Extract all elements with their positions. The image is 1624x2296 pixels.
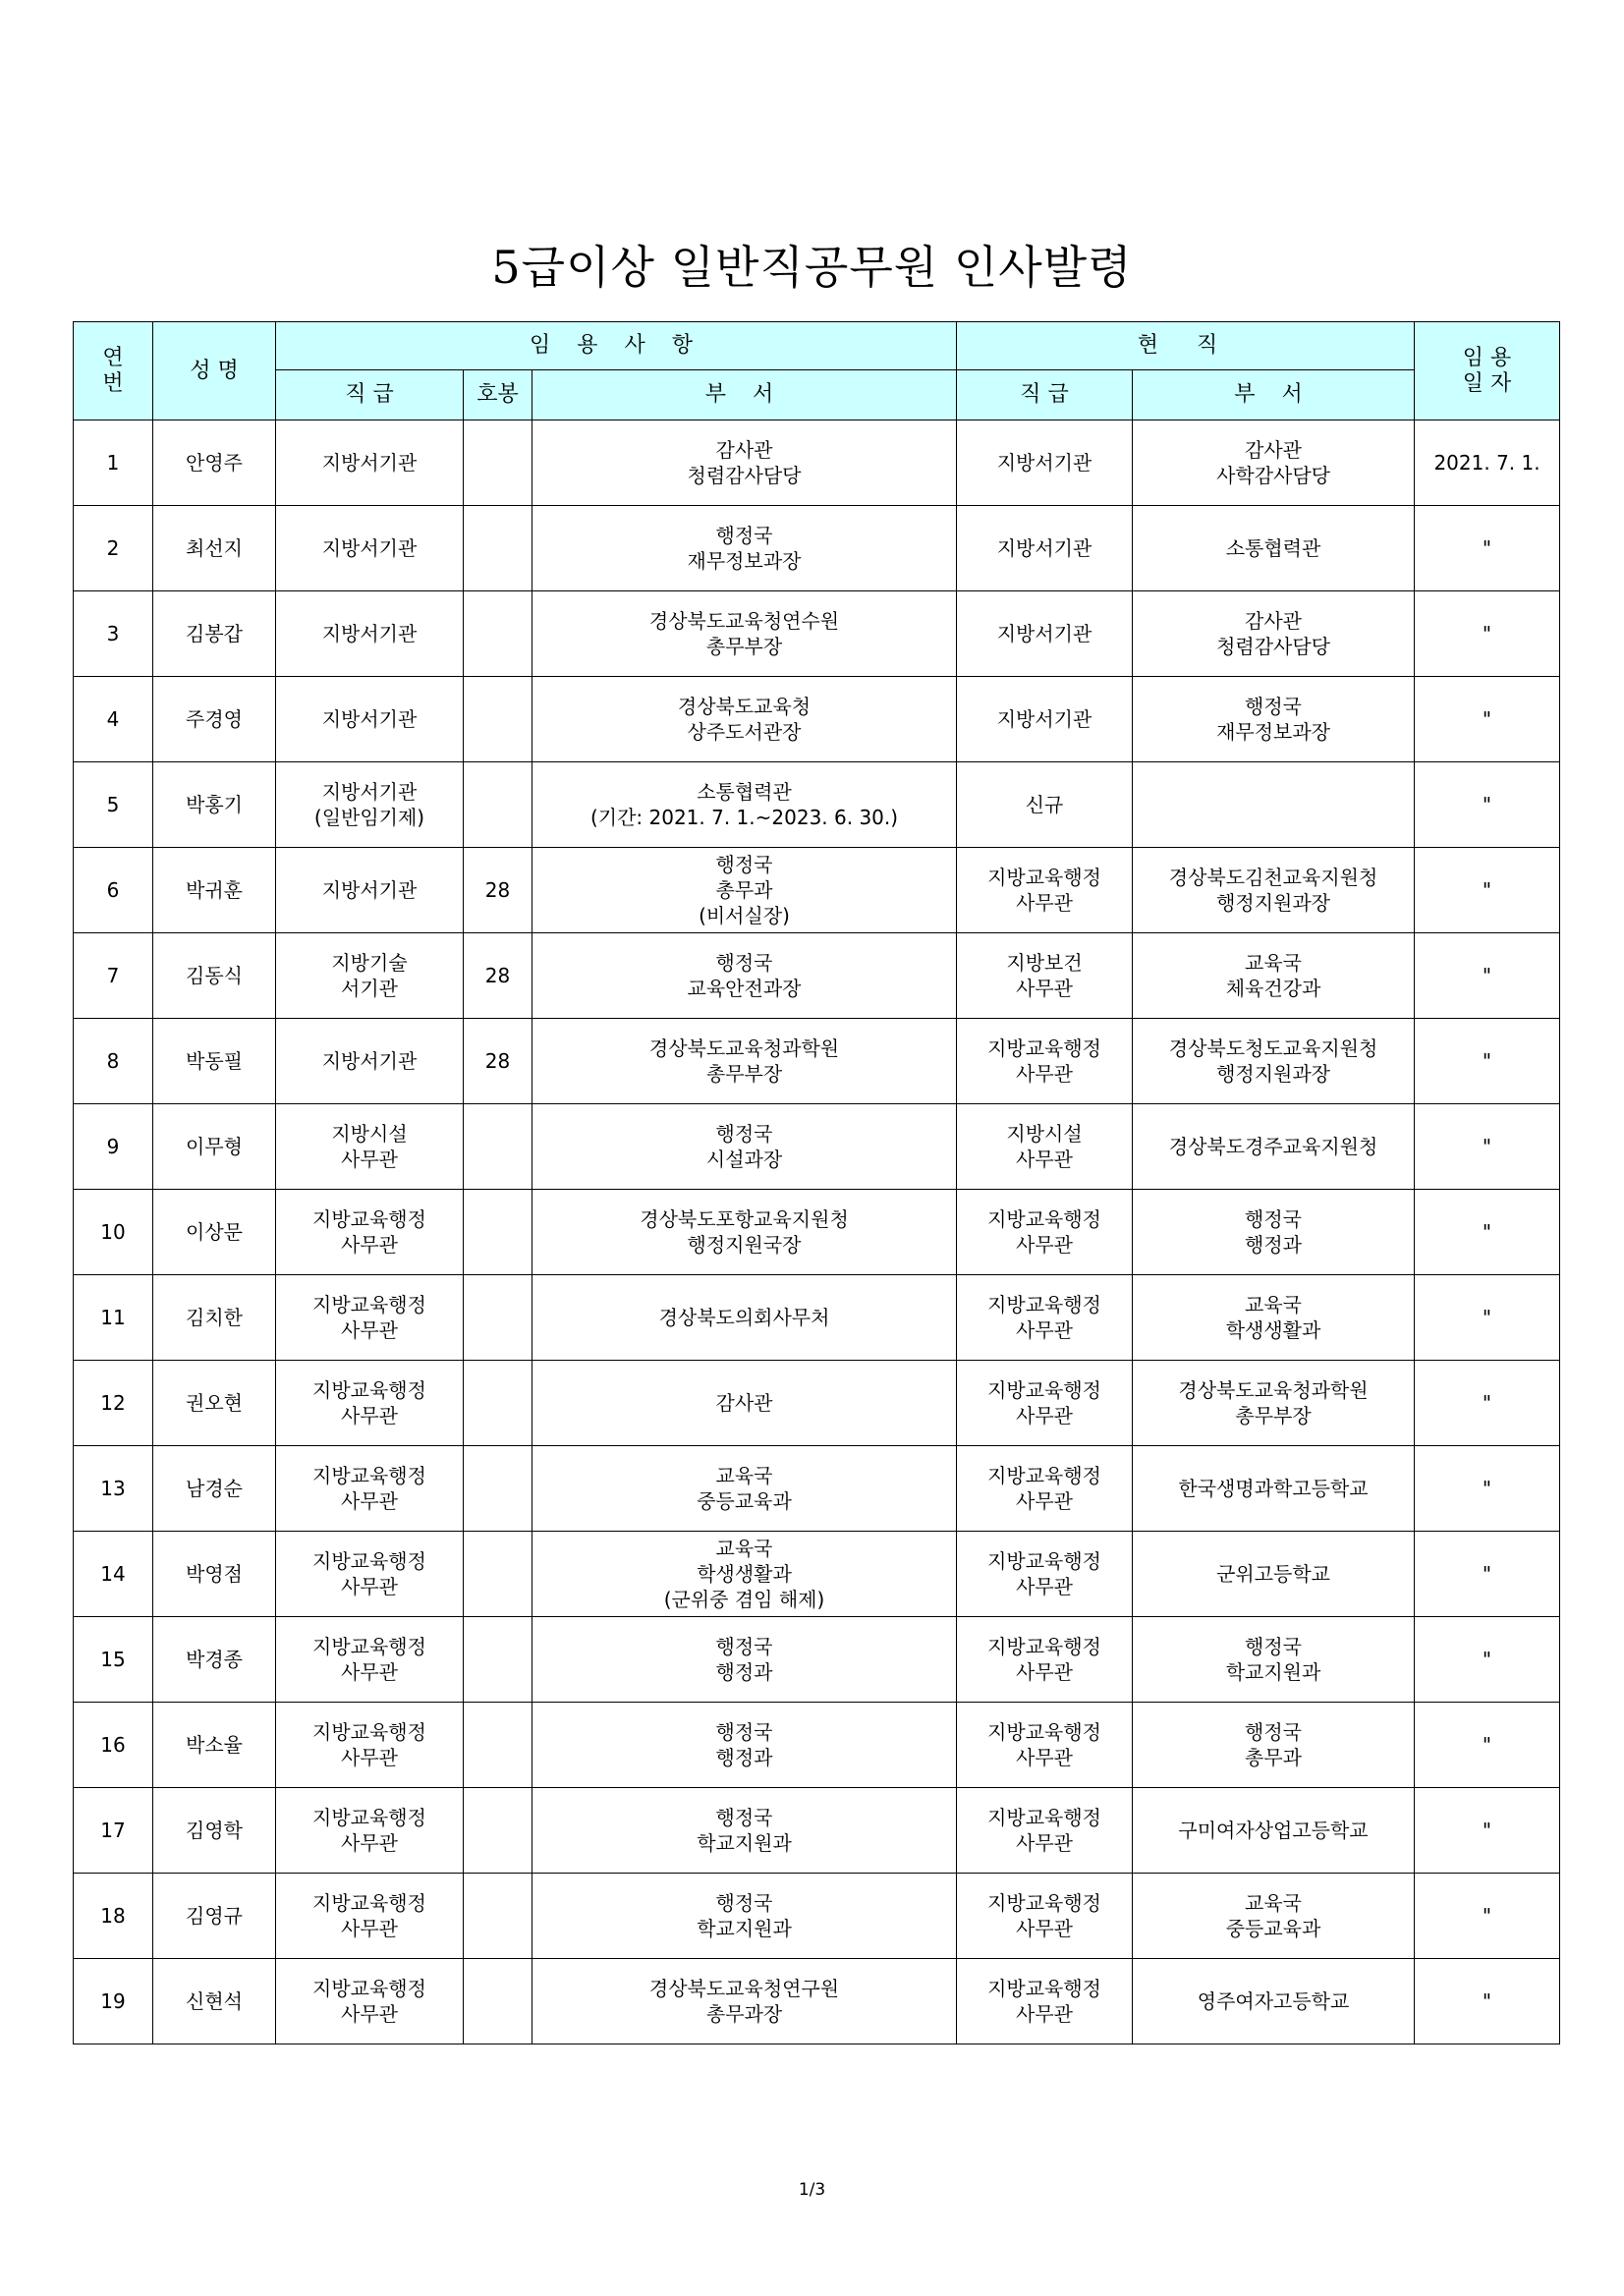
table-row <box>74 1874 1560 1959</box>
person-name: 안영주 <box>153 420 276 506</box>
person-name: 김영규 <box>153 1874 276 1959</box>
appointment-date: " <box>1415 762 1560 848</box>
page-title: 5급이상 일반직공무원 인사발령 <box>491 241 1133 294</box>
current-dept: 군위고등학교 <box>1133 1532 1415 1617</box>
person-name: 김영학 <box>153 1788 276 1874</box>
person-name: 이상문 <box>153 1190 276 1275</box>
row-number: 1 <box>74 420 153 506</box>
table-row <box>74 1617 1560 1703</box>
appointed-dept: 경상북도의회사무처 <box>532 1275 957 1361</box>
appointed-dept: 행정국 시설과장 <box>532 1104 957 1190</box>
appointed-step <box>464 1703 532 1788</box>
person-name: 최선지 <box>153 506 276 591</box>
row-number: 9 <box>74 1104 153 1190</box>
table-row <box>74 1361 1560 1446</box>
row-number: 10 <box>74 1190 153 1275</box>
appointed-step <box>464 1959 532 2044</box>
current-dept: 감사관 청렴감사담당 <box>1133 591 1415 677</box>
appointed-dept: 교육국 중등교육과 <box>532 1446 957 1532</box>
current-rank: 지방교육행정 사무관 <box>957 1190 1133 1275</box>
current-dept: 행정국 재무정보과장 <box>1133 677 1415 762</box>
appointed-step <box>464 677 532 762</box>
person-name: 박홍기 <box>153 762 276 848</box>
appointed-rank: 지방서기관 <box>276 848 464 933</box>
appointed-rank: 지방서기관 <box>276 506 464 591</box>
table-row <box>74 1019 1560 1104</box>
appointment-date: " <box>1415 1275 1560 1361</box>
header-row-top <box>74 322 1560 370</box>
appointed-dept: 소통협력관 (기간: 2021. 7. 1.~2023. 6. 30.) <box>532 762 957 848</box>
row-number: 16 <box>74 1703 153 1788</box>
appointed-rank: 지방서기관 <box>276 1019 464 1104</box>
person-name: 김동식 <box>153 933 276 1019</box>
appointment-date: " <box>1415 933 1560 1019</box>
current-dept <box>1133 762 1415 848</box>
appointed-dept: 경상북도교육청과학원 총무부장 <box>532 1019 957 1104</box>
appointment-date: " <box>1415 1446 1560 1532</box>
table-row <box>74 1275 1560 1361</box>
appointed-rank: 지방교육행정 사무관 <box>276 1959 464 2044</box>
row-number: 19 <box>74 1959 153 2044</box>
appointed-dept: 경상북도포항교육지원청 행정지원국장 <box>532 1190 957 1275</box>
appointed-step <box>464 506 532 591</box>
table-row <box>74 1703 1560 1788</box>
row-number: 6 <box>74 848 153 933</box>
table-row <box>74 1959 1560 2044</box>
table-row <box>74 1104 1560 1190</box>
current-rank: 지방교육행정 사무관 <box>957 1703 1133 1788</box>
appointment-date: " <box>1415 591 1560 677</box>
appointment-date: " <box>1415 1104 1560 1190</box>
current-rank: 지방교육행정 사무관 <box>957 1361 1133 1446</box>
current-dept: 경상북도교육청과학원 총무부장 <box>1133 1361 1415 1446</box>
appointed-step <box>464 1617 532 1703</box>
person-name: 김봉갑 <box>153 591 276 677</box>
current-rank: 지방교육행정 사무관 <box>957 1019 1133 1104</box>
current-dept: 소통협력관 <box>1133 506 1415 591</box>
person-name: 박소율 <box>153 1703 276 1788</box>
current-rank: 지방교육행정 사무관 <box>957 1532 1133 1617</box>
header-rank: 직 급 <box>276 370 464 420</box>
current-dept: 경상북도김천교육지원청 행정지원과장 <box>1133 848 1415 933</box>
person-name: 주경영 <box>153 677 276 762</box>
appointed-dept: 감사관 청렴감사담당 <box>532 420 957 506</box>
current-rank: 지방보건 사무관 <box>957 933 1133 1019</box>
appointed-rank: 지방시설 사무관 <box>276 1104 464 1190</box>
row-number: 15 <box>74 1617 153 1703</box>
appointed-rank: 지방서기관 <box>276 591 464 677</box>
table-row <box>74 933 1560 1019</box>
person-name: 이무형 <box>153 1104 276 1190</box>
row-number: 17 <box>74 1788 153 1874</box>
appointed-dept: 감사관 <box>532 1361 957 1446</box>
current-rank: 지방서기관 <box>957 677 1133 762</box>
appointed-dept: 행정국 교육안전과장 <box>532 933 957 1019</box>
appointed-dept: 행정국 학교지원과 <box>532 1874 957 1959</box>
appointment-date: " <box>1415 1190 1560 1275</box>
current-dept: 행정국 학교지원과 <box>1133 1617 1415 1703</box>
appointed-rank: 지방교육행정 사무관 <box>276 1190 464 1275</box>
person-name: 신현석 <box>153 1959 276 2044</box>
appointment-date: 2021. 7. 1. <box>1415 420 1560 506</box>
current-rank: 지방교육행정 사무관 <box>957 1446 1133 1532</box>
current-dept: 교육국 체육건강과 <box>1133 933 1415 1019</box>
appointed-step <box>464 1104 532 1190</box>
table-row <box>74 677 1560 762</box>
row-number: 12 <box>74 1361 153 1446</box>
appointment-date: " <box>1415 506 1560 591</box>
current-rank: 지방교육행정 사무관 <box>957 1874 1133 1959</box>
appointed-step <box>464 591 532 677</box>
table-row <box>74 1532 1560 1617</box>
row-number: 3 <box>74 591 153 677</box>
appointed-rank: 지방교육행정 사무관 <box>276 1874 464 1959</box>
current-dept: 영주여자고등학교 <box>1133 1959 1415 2044</box>
appointed-rank: 지방교육행정 사무관 <box>276 1446 464 1532</box>
current-rank: 지방교육행정 사무관 <box>957 1617 1133 1703</box>
appointment-date: " <box>1415 1617 1560 1703</box>
table-row <box>74 1446 1560 1532</box>
row-number: 18 <box>74 1874 153 1959</box>
appointment-date: " <box>1415 1874 1560 1959</box>
appointed-step: 28 <box>464 933 532 1019</box>
appointed-rank: 지방서기관 (일반임기제) <box>276 762 464 848</box>
person-name: 박동필 <box>153 1019 276 1104</box>
appointed-step <box>464 1361 532 1446</box>
appointed-rank: 지방서기관 <box>276 677 464 762</box>
header-appointment: 임 용 사 항 <box>276 322 957 370</box>
table-row <box>74 1788 1560 1874</box>
current-dept: 교육국 학생생활과 <box>1133 1275 1415 1361</box>
table-row <box>74 591 1560 677</box>
person-name: 권오현 <box>153 1361 276 1446</box>
table-row <box>74 848 1560 933</box>
person-name: 김치한 <box>153 1275 276 1361</box>
appointed-dept: 교육국 학생생활과 (군위중 겸임 해제) <box>532 1532 957 1617</box>
appointed-rank: 지방서기관 <box>276 420 464 506</box>
current-rank: 지방시설 사무관 <box>957 1104 1133 1190</box>
current-dept: 교육국 중등교육과 <box>1133 1874 1415 1959</box>
appointment-date: " <box>1415 848 1560 933</box>
person-name: 남경순 <box>153 1446 276 1532</box>
appointment-date: " <box>1415 1019 1560 1104</box>
appointed-dept: 행정국 행정과 <box>532 1617 957 1703</box>
header-no: 연 번 <box>74 322 153 420</box>
header-step: 호봉 <box>464 370 532 420</box>
appointed-dept: 행정국 학교지원과 <box>532 1788 957 1874</box>
header-date: 임 용 일 자 <box>1415 322 1560 420</box>
row-number: 5 <box>74 762 153 848</box>
header-row-bottom <box>74 370 1560 420</box>
current-dept: 한국생명과학고등학교 <box>1133 1446 1415 1532</box>
appointment-table <box>73 321 1560 2044</box>
appointed-step: 28 <box>464 1019 532 1104</box>
appointed-dept: 경상북도교육청 상주도서관장 <box>532 677 957 762</box>
header-current: 현 직 <box>957 322 1415 370</box>
current-rank: 지방서기관 <box>957 420 1133 506</box>
current-dept: 경상북도경주교육지원청 <box>1133 1104 1415 1190</box>
appointed-dept: 행정국 재무정보과장 <box>532 506 957 591</box>
row-number: 2 <box>74 506 153 591</box>
appointed-step: 28 <box>464 848 532 933</box>
appointment-date: " <box>1415 1788 1560 1874</box>
row-number: 14 <box>74 1532 153 1617</box>
appointed-rank: 지방교육행정 사무관 <box>276 1617 464 1703</box>
appointed-rank: 지방교육행정 사무관 <box>276 1532 464 1617</box>
row-number: 7 <box>74 933 153 1019</box>
table-row <box>74 762 1560 848</box>
appointed-rank: 지방교육행정 사무관 <box>276 1703 464 1788</box>
appointed-rank: 지방교육행정 사무관 <box>276 1361 464 1446</box>
appointment-date: " <box>1415 1703 1560 1788</box>
header-cur-rank: 직 급 <box>957 370 1133 420</box>
header-cur-dept: 부 서 <box>1133 370 1415 420</box>
appointment-date: " <box>1415 1532 1560 1617</box>
appointed-rank: 지방교육행정 사무관 <box>276 1788 464 1874</box>
row-number: 13 <box>74 1446 153 1532</box>
current-rank: 지방서기관 <box>957 506 1133 591</box>
table-row <box>74 420 1560 506</box>
current-rank: 지방서기관 <box>957 591 1133 677</box>
appointed-dept: 행정국 행정과 <box>532 1703 957 1788</box>
appointed-dept: 경상북도교육청연구원 총무과장 <box>532 1959 957 2044</box>
current-dept: 행정국 총무과 <box>1133 1703 1415 1788</box>
header-name: 성 명 <box>153 322 276 420</box>
row-number: 8 <box>74 1019 153 1104</box>
appointed-rank: 지방기술 서기관 <box>276 933 464 1019</box>
appointed-step <box>464 1190 532 1275</box>
appointment-date: " <box>1415 1959 1560 2044</box>
row-number: 4 <box>74 677 153 762</box>
appointed-step <box>464 1874 532 1959</box>
table-row <box>74 506 1560 591</box>
appointed-step <box>464 1532 532 1617</box>
current-rank: 신규 <box>957 762 1133 848</box>
appointment-date: " <box>1415 677 1560 762</box>
current-rank: 지방교육행정 사무관 <box>957 1275 1133 1361</box>
current-rank: 지방교육행정 사무관 <box>957 1788 1133 1874</box>
table-row <box>74 1190 1560 1275</box>
person-name: 박경종 <box>153 1617 276 1703</box>
current-dept: 구미여자상업고등학교 <box>1133 1788 1415 1874</box>
row-number: 11 <box>74 1275 153 1361</box>
page-number: 1/3 <box>798 2180 826 2200</box>
appointed-step <box>464 1446 532 1532</box>
current-dept: 경상북도청도교육지원청 행정지원과장 <box>1133 1019 1415 1104</box>
current-dept: 행정국 행정과 <box>1133 1190 1415 1275</box>
person-name: 박귀훈 <box>153 848 276 933</box>
appointed-dept: 경상북도교육청연수원 총무부장 <box>532 591 957 677</box>
current-rank: 지방교육행정 사무관 <box>957 1959 1133 2044</box>
appointed-step <box>464 420 532 506</box>
current-rank: 지방교육행정 사무관 <box>957 848 1133 933</box>
appointed-step <box>464 1275 532 1361</box>
appointed-step <box>464 1788 532 1874</box>
appointment-date: " <box>1415 1361 1560 1446</box>
appointed-step <box>464 762 532 848</box>
header-dept: 부 서 <box>532 370 957 420</box>
appointed-rank: 지방교육행정 사무관 <box>276 1275 464 1361</box>
person-name: 박영점 <box>153 1532 276 1617</box>
current-dept: 감사관 사학감사담당 <box>1133 420 1415 506</box>
appointed-dept: 행정국 총무과 (비서실장) <box>532 848 957 933</box>
